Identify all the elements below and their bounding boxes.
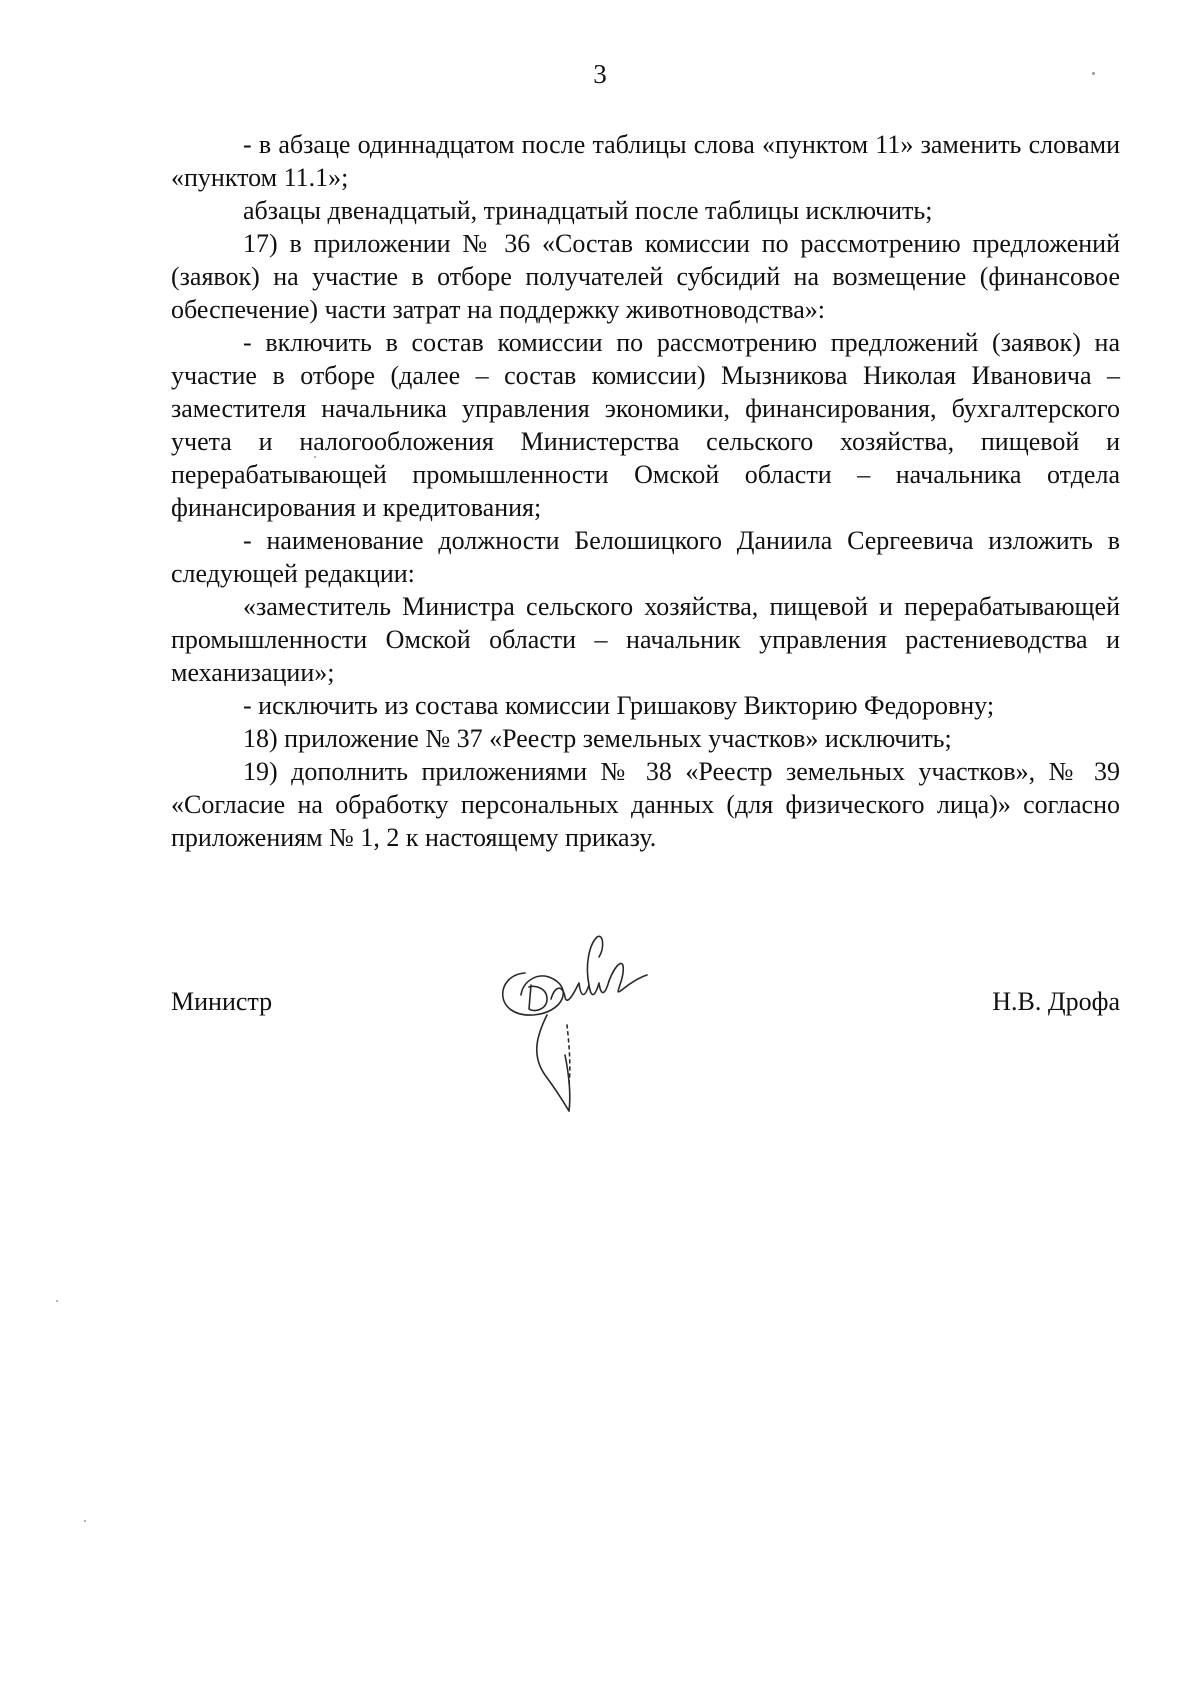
paragraph-6: «заместитель Министра сельского хозяйства, пищевой и перерабатывающей промышленности Омской области – начальник управления растениеводства и механизации»; — [171, 592, 1120, 687]
paragraph-7: - исключить из состава комиссии Гришакову Викторию Федоровну; — [243, 691, 995, 720]
scan-speck — [84, 1520, 86, 1522]
paragraph-4: - включить в состав комиссии по рассмотрению предложений (заявок) на участие в отборе (далее – состав комиссии) Мызникова Николая Ивановича – заместителя начальника управления экономики, финансирования, бухгалтерского учета и налогообложения Министерства сельского хозяйства, пищевой и перерабатывающей промышленности Омской области – начальника отдела финансирования и кредитования; — [171, 328, 1120, 522]
signatory-role: Министр — [171, 987, 273, 1016]
scan-speck — [56, 1300, 58, 1302]
paragraph-9: 19) дополнить приложениями № 38 «Реестр земельных участков», № 39 «Согласие на обработку персональных данных (для физического лица)» согласно приложениям № 1, 2 к настоящему приказу. — [171, 757, 1120, 852]
paragraph-5: - наименование должности Белошицкого Даниила Сергеевича изложить в следующей редакции: — [171, 526, 1120, 588]
paragraph-3: 17) в приложении № 36 «Состав комиссии по рассмотрению предложений (заявок) на участие в отборе получателей субсидий на возмещение (финансовое обеспечение) части затрат на поддержку животноводства»: — [171, 229, 1120, 324]
paragraph-1: - в абзаце одиннадцатом после таблицы слова «пунктом 11» заменить словами «пунктом 11.1»; — [171, 130, 1120, 192]
scan-speck — [314, 456, 316, 458]
handwritten-signature — [485, 925, 685, 1115]
paragraph-2: абзацы двенадцатый, тринадцатый после таблицы исключить; — [243, 196, 933, 225]
page-number: 3 — [593, 59, 607, 89]
signatory-name: Н.В. Дрофа — [992, 987, 1120, 1016]
document-body — [171, 128, 1120, 854]
paragraph-8: 18) приложение № 37 «Реестр земельных участков» исключить; — [243, 724, 952, 753]
scan-speck — [1092, 72, 1095, 75]
